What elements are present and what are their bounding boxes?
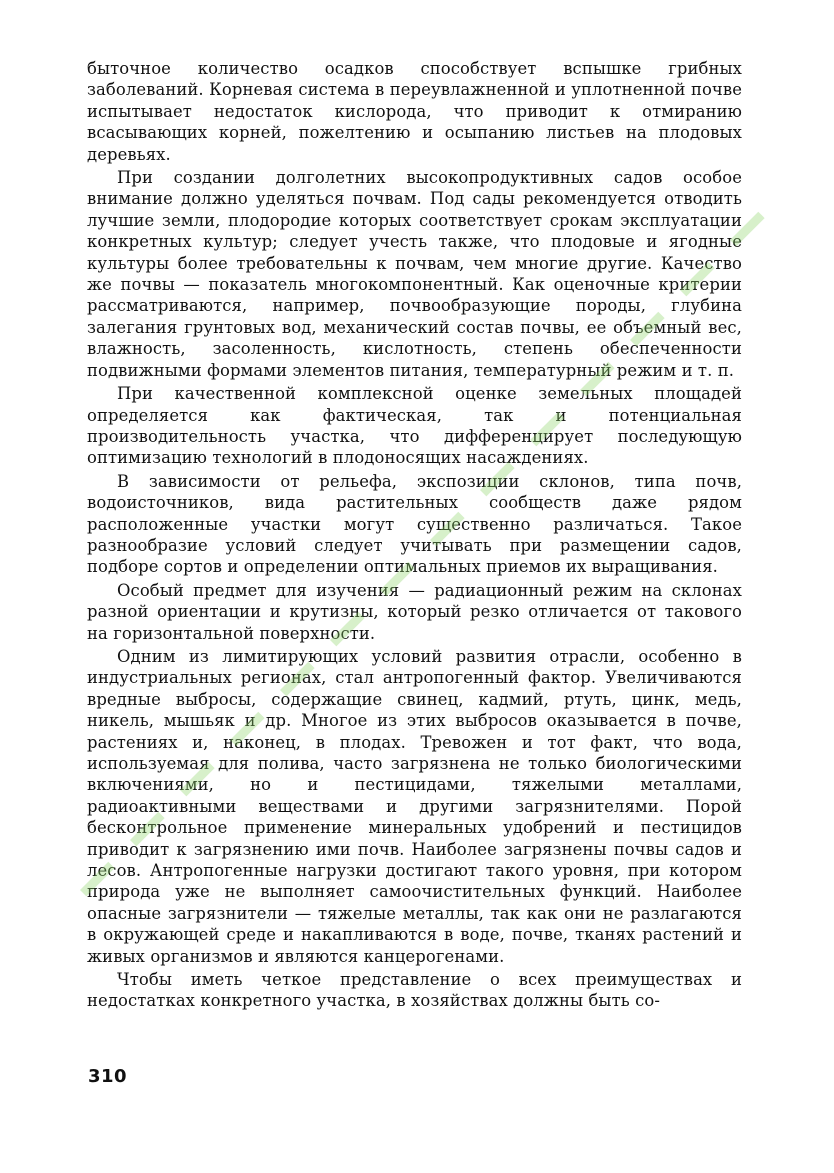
paragraph-7: Чтобы иметь четкое представление о всех преимуществах и недостатках конкретного участка, в хозяйствах должны быть со- xyxy=(87,970,742,1011)
paragraph-1: быточное количество осадков способствует вспышке грибных заболеваний. Корневая система в переувлажненной и уплотненной почве испытывает недостаток кислорода, что приводит к отмиранию всасывающих корней, пожелтению и осыпанию листьев на плодовых деревьях. xyxy=(87,59,742,164)
paragraph-3: При качественной комплексной оценке земельных площадей определяется как фактическая, так и потенциальная производительность участка, что дифференцирует последующую оптимизацию технологий в плодоносящих насаждениях. xyxy=(87,384,742,468)
paragraph-6: Одним из лимитирующих условий развития отрасли, особенно в индустриальных регионах, стал антропогенный фактор. Увеличиваются вредные выбросы, содержащие свинец, кадмий, ртуть, цинк, медь, никель, мышьяк и др. Многое из этих выбросов оказывается в почве, растениях и, наконец, в плодах. Тревожен и тот факт, что вода, используемая для полива, часто загрязнена не только биологическими включениями, но и пестицидами, тяжелыми металлами, радиоактивными веществами и другими загрязнителями. Порой бесконтрольное применение минеральных удобрений и пестицидов приводит к загрязнению ими почв. Наиболее загрязнены почвы садов и лесов. Антропогенные нагрузки достигают такого уровня, при котором природа уже не выполняет самоочистительных функций. Наиболее опасные загрязнители — тяжелые металлы, так как они не разлагаются в окружающей среде и накапливаются в воде, почве, тканях растений и живых организмов и являются канцерогенами. xyxy=(87,646,742,966)
paragraph-4: В зависимости от рельефа, экспозиции склонов, типа почв, водоисточников, вида растительных сообществ даже рядом расположенные участки могут существенно различаться. Такое разнообразие условий следует учитывать при размещении садов, подборе сортов и определении оптимальных приемов их выращивания. xyxy=(87,471,742,577)
page-number: 310 xyxy=(88,1066,128,1087)
paragraph-5: Особый предмет для изучения — радиационный режим на склонах разной ориентации и крутизны, который резко отличается от такового на горизонтальной поверхности. xyxy=(87,580,742,643)
document-body xyxy=(87,58,742,1012)
paragraph-2: При создании долголетних высокопродуктивных садов особое внимание должно уделяться почвам. Под сады рекомендуется отводить лучшие земли, плодородие которых соответствует срокам эксплуатации конкретных культур; следует учесть также, что плодовые и ягодные культуры более требовательны к почвам, чем многие другие. Качество же почвы — показатель многокомпонентный. Как оценочные критерии рассматриваются, например, почвообразующие породы, глубина залегания грунтовых вод, механический состав почвы, ее объемный вес, влажность, засоленность, кислотность, степень обеспеченности подвижными формами элементов питания, температурный режим и т. п. xyxy=(87,168,742,380)
